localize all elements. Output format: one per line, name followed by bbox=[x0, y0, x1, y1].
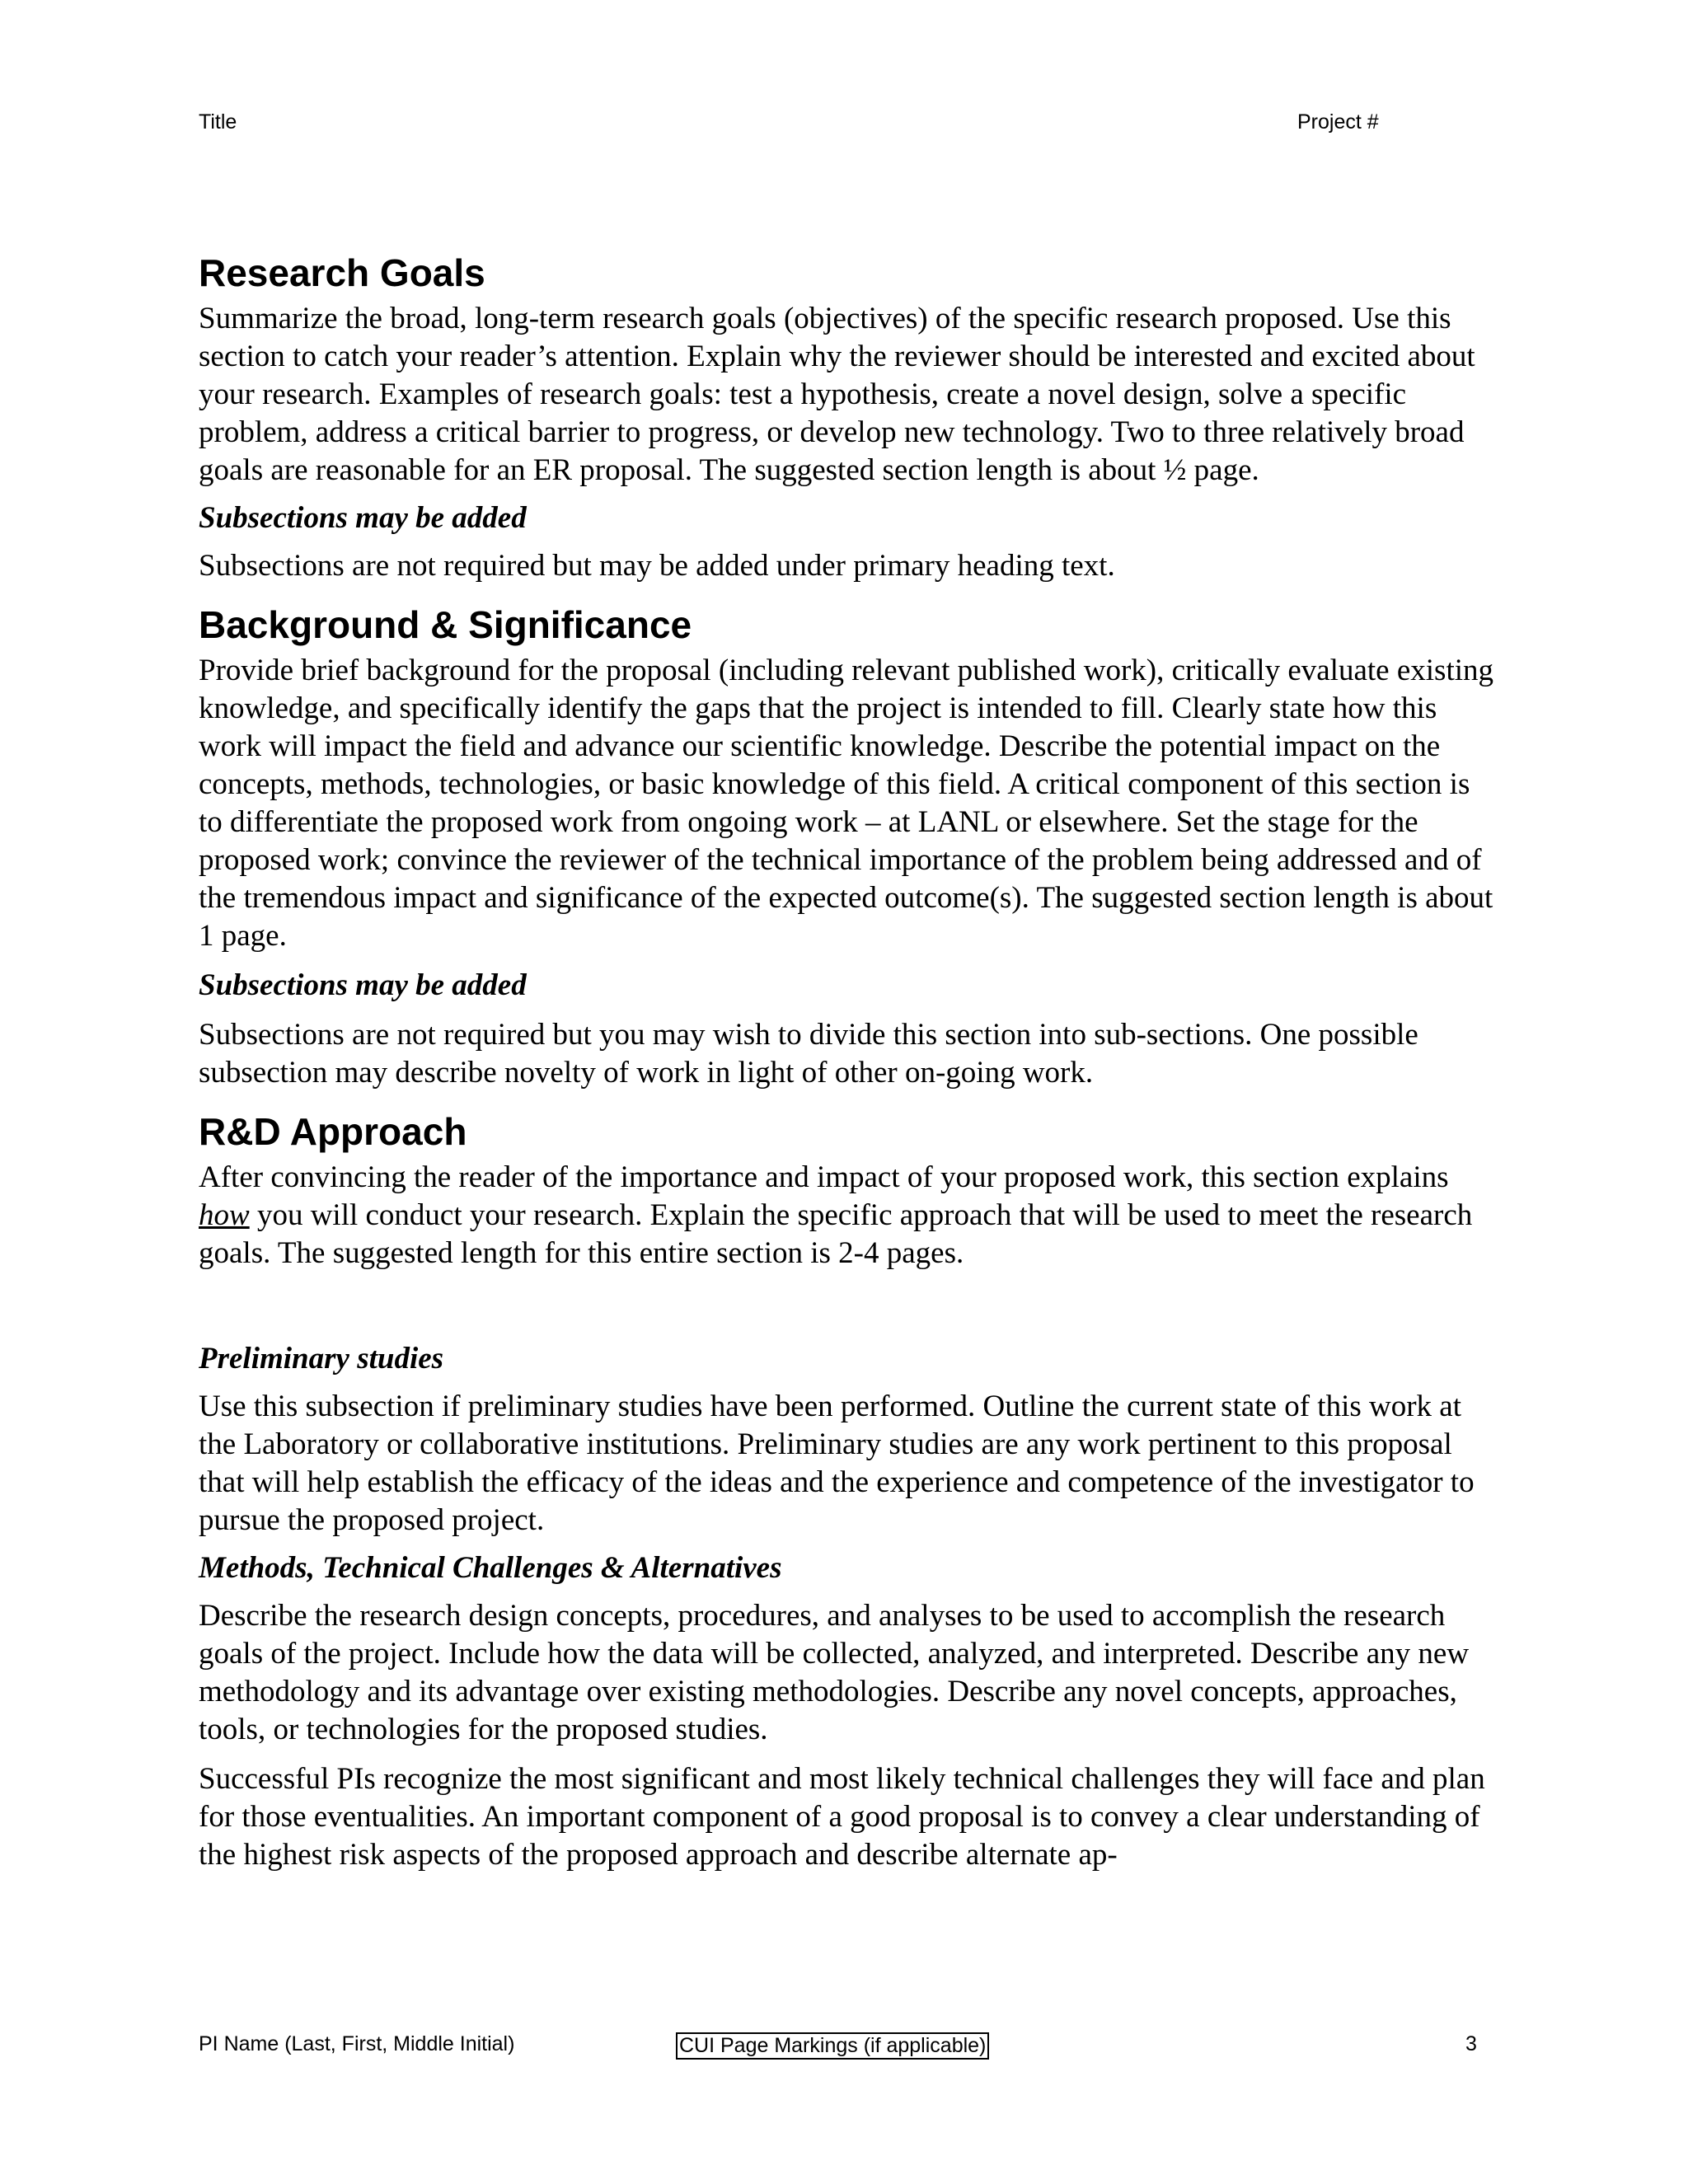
approach-emphasis-how: how bbox=[199, 1198, 250, 1232]
research-goals-subheading: Subsections may be added bbox=[199, 501, 527, 535]
footer-cui-markings: CUI Page Markings (if applicable) bbox=[676, 2032, 989, 2060]
section-heading-research-goals: Research Goals bbox=[199, 251, 485, 294]
methods-paragraph-2: Successful PIs recognize the most significant and most likely technical challenges they will face and plan for those eventualities. An important component of a good proposal is to convey a clear understanding of the highest risk aspects of the proposed approach and describe alternate ap- bbox=[199, 1762, 1485, 1872]
footer-pi-name: PI Name (Last, First, Middle Initial) bbox=[199, 2032, 515, 2055]
research-goals-paragraph: Summarize the broad, long-term research goals (objectives) of the specific research proposed. Use this section to catch your reader’s attention. Explain why the reviewer should be interested and excited about your research. Examples of research goals: test a hypothesis, create a novel design, solve a specific problem, address a critical barrier to progress, or develop new technology. Two to three relatively broad goals are reasonable for an ER proposal. The suggested section length is about ½ page. bbox=[199, 302, 1475, 487]
background-paragraph: Provide brief background for the proposal (including relevant published work), critically evaluate existing knowledge, and specifically identify the gaps that the project is intended to fill. Clearly state how this work will impact the field and advance our scientific knowledge. Describe the potential impact on the concepts, methods, technologies, or basic knowledge of this field. A critical component of this section is to differentiate the proposed work from ongoing work – at LANL or elsewhere. Set the stage for the proposed work; convince the reviewer of the technical importance of the problem being addressed and of the tremendous impact and significance of the expected outcome(s). The suggested section length is about 1 page. bbox=[199, 654, 1494, 953]
section-heading-approach: R&D Approach bbox=[199, 1110, 467, 1153]
approach-text-before: After convincing the reader of the importance and impact of your proposed work, this section explains bbox=[199, 1160, 1449, 1194]
header-title: Title bbox=[199, 110, 237, 134]
background-subheading: Subsections may be added bbox=[199, 968, 527, 1002]
header-project-number: Project # bbox=[1297, 110, 1379, 134]
methods-paragraph-1: Describe the research design concepts, procedures, and analyses to be used to accomplish the research goals of the project. Include how the data will be collected, analyzed, and interpreted. Describe any new methodology and its advantage over existing methodologies. Describe any novel concepts, approaches, tools, or technologies for the proposed studies. bbox=[199, 1599, 1470, 1746]
preliminary-studies-paragraph: Use this subsection if preliminary studies have been performed. Outline the current state of this work at the Laboratory or collaborative institutions. Preliminary studies are any work pertinent to this proposal that will help establish the efficacy of the ideas and the experience and competence of the investigator to pursue the proposed project. bbox=[199, 1390, 1475, 1537]
footer-page-number: 3 bbox=[1465, 2032, 1477, 2055]
research-goals-subparagraph: Subsections are not required but may be added under primary heading text. bbox=[199, 549, 1115, 583]
background-subparagraph: Subsections are not required but you may wish to divide this section into sub-sections. One possible subsection may describe novelty of work in light of other on-going work. bbox=[199, 1018, 1418, 1090]
document-body bbox=[199, 250, 1497, 1874]
section-heading-background: Background & Significance bbox=[199, 603, 692, 646]
preliminary-studies-subheading: Preliminary studies bbox=[199, 1342, 444, 1376]
approach-paragraph bbox=[199, 1159, 1497, 1272]
approach-text-after: you will conduct your research. Explain the specific approach that will be used to meet the research goals. The suggested length for this entire section is 2-4 pages. bbox=[199, 1198, 1473, 1270]
methods-subheading: Methods, Technical Challenges & Alternatives bbox=[199, 1551, 782, 1585]
